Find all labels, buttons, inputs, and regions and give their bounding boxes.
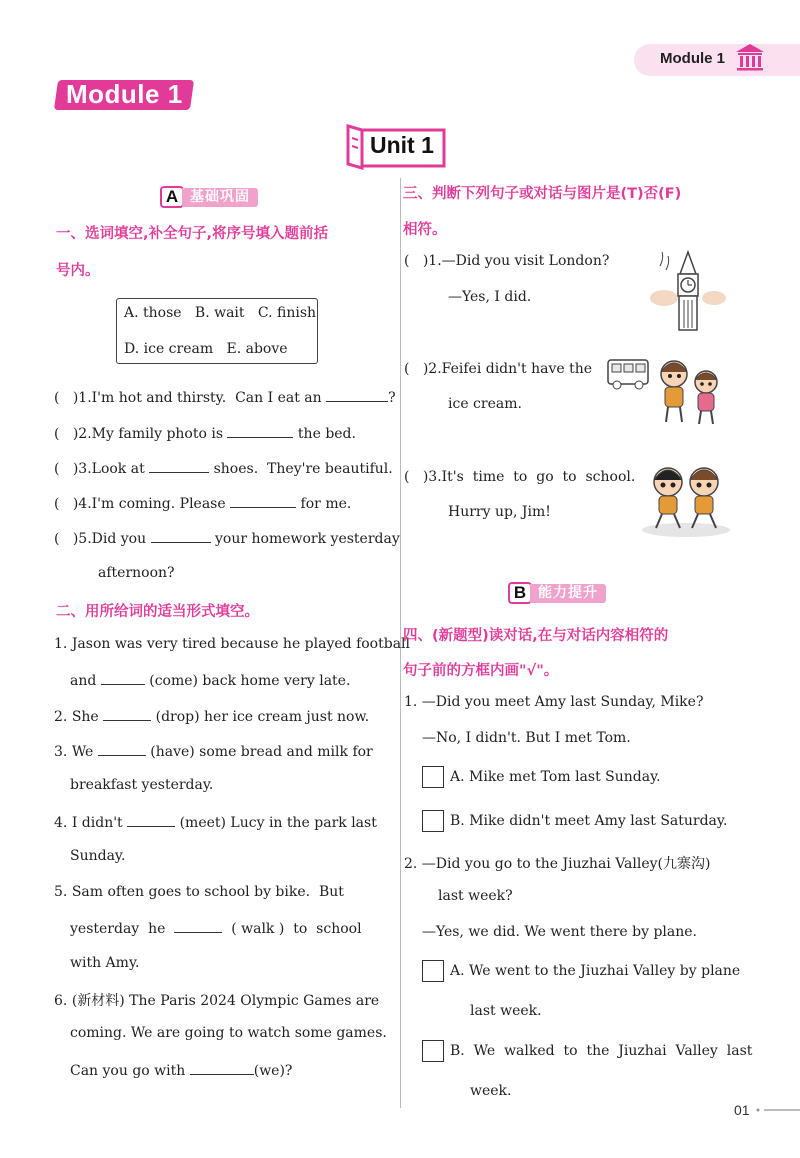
q1-line1: 1. —Did you meet Amy last Sunday, Mike? [404, 694, 704, 710]
answer-blank[interactable] [190, 1061, 254, 1075]
item-text: It's time to go to school. [441, 469, 636, 485]
part1-heading-line1: 一、选词填空,补全句子,将序号填入题前括 [56, 226, 329, 242]
building-icon [734, 42, 766, 72]
q1-line2: —No, I didn't. But I met Tom. [422, 730, 631, 746]
list-item-line: breakfast yesterday. [70, 777, 214, 793]
item-text: and [70, 673, 101, 689]
item-text: (we)? [253, 1063, 293, 1079]
q2-option-a-line1: A. We went to the Jiuzhai Valley by plane [450, 963, 741, 979]
part1-heading-line2: 号内。 [56, 263, 100, 279]
section-b-letter: B [508, 582, 532, 604]
item-number: 5. [78, 531, 92, 547]
section-a-letter: A [160, 186, 184, 208]
answer-paren[interactable]: ( ) [404, 253, 429, 269]
item-text: ? [388, 390, 396, 406]
section-b-title: 能力提升 [530, 584, 606, 603]
list-item [54, 494, 351, 512]
q2-option-a-line2: last week. [470, 1003, 542, 1019]
section-a-title: 基础巩固 [182, 188, 258, 207]
item-number: 3. [54, 744, 68, 760]
item-text: I'm coming. Please [91, 496, 231, 512]
list-item-line: coming. We are going to watch some games. [70, 1025, 387, 1041]
list-item [54, 424, 356, 442]
part3-heading-line1: 三、判断下列句子或对话与图片是(T)否(F) [403, 186, 682, 202]
word-options-line1: A. those B. wait C. finish [124, 305, 317, 321]
checkbox[interactable] [422, 1040, 444, 1062]
item-text: (drop) her ice cream just now. [151, 709, 370, 725]
list-item-line: Sunday. [70, 848, 126, 864]
item-text: yesterday he [70, 921, 175, 937]
item-text: shoes. They're beautiful. [209, 461, 393, 477]
item-text: I didn't [71, 815, 128, 831]
item-text: Did you [91, 531, 151, 547]
list-item [54, 529, 400, 547]
item-number: 5. [54, 884, 68, 900]
answer-blank[interactable] [227, 424, 293, 438]
answer-paren[interactable]: ( ) [404, 469, 429, 485]
unit-title: Unit 1 [370, 132, 434, 158]
item-number: 2. [54, 709, 68, 725]
item-number: 2. [428, 361, 442, 377]
part4-heading-line2: 句子前的方框内画"√"。 [403, 663, 559, 679]
checkbox[interactable] [422, 810, 444, 832]
item-text: ( walk ) to school [222, 921, 362, 937]
answer-blank[interactable] [127, 813, 175, 827]
item-text: Look at [91, 461, 150, 477]
answer-blank[interactable] [174, 919, 222, 933]
answer-paren[interactable]: ( ) [54, 496, 79, 512]
item-text: Sam often goes to school by bike. But [71, 884, 344, 900]
answer-paren[interactable]: ( ) [54, 531, 79, 547]
item-text: —Did you visit London? [441, 253, 610, 269]
item-text: My family photo is [91, 426, 228, 442]
list-item [54, 813, 377, 831]
item-text: (come) back home very late. [144, 673, 351, 689]
answer-blank[interactable] [149, 459, 209, 473]
list-item [404, 253, 609, 269]
list-item [404, 469, 635, 485]
part4-heading-line1: 四、(新题型)读对话,在与对话内容相符的 [403, 628, 669, 644]
list-item-line: ice cream. [448, 396, 522, 412]
page-number-decoration [756, 1108, 800, 1112]
item-text: She [71, 709, 104, 725]
module-title: Module 1 [66, 79, 183, 109]
item-text: I'm hot and thirsty. Can I eat an [91, 390, 327, 406]
part3-heading-line2: 相符。 [403, 222, 447, 238]
answer-paren[interactable]: ( ) [404, 361, 429, 377]
list-item [54, 884, 344, 900]
checkbox[interactable] [422, 960, 444, 982]
item-number: 1. [78, 390, 92, 406]
list-item [54, 636, 410, 652]
item-number: 4. [54, 815, 68, 831]
item-number: 3. [78, 461, 92, 477]
list-item [54, 707, 369, 725]
answer-blank[interactable] [230, 494, 296, 508]
item-text: We [71, 744, 98, 760]
list-item [54, 742, 373, 760]
item-text: Feifei didn't have the [441, 361, 593, 377]
answer-paren[interactable]: ( ) [54, 461, 79, 477]
item-continuation: afternoon? [98, 565, 175, 581]
item-text: the bed. [293, 426, 356, 442]
list-item [54, 459, 393, 477]
checkbox[interactable] [422, 766, 444, 788]
item-text: Can you go with [70, 1063, 190, 1079]
word-options-line2: D. ice cream E. above [124, 341, 288, 357]
list-item-line: —Yes, I did. [448, 289, 532, 305]
list-item [54, 388, 396, 406]
q2-line1: 2. —Did you go to the Jiuzhai Valley(九寨沟) [404, 856, 711, 872]
list-item-line: with Amy. [70, 955, 140, 971]
list-item [54, 990, 379, 1010]
item-text: for me. [296, 496, 352, 512]
q1-option-a: A. Mike met Tom last Sunday. [450, 769, 661, 785]
answer-blank[interactable] [326, 388, 388, 402]
item-number: 1. [428, 253, 442, 269]
item-number: 3. [428, 469, 442, 485]
list-item-line [70, 1061, 292, 1079]
item-number: 6. [54, 993, 68, 1009]
item-text: Jason was very tired because he played football [71, 636, 410, 652]
children-running-picture [640, 458, 732, 538]
answer-blank[interactable] [98, 742, 146, 756]
list-item-line: Hurry up, Jim! [448, 504, 551, 520]
page-number: 01 [734, 1102, 750, 1118]
answer-paren[interactable]: ( ) [54, 426, 79, 442]
q1-option-b: B. Mike didn't meet Amy last Saturday. [450, 813, 728, 829]
q2-option-b-line1: B. We walked to the Jiuzhai Valley last [450, 1043, 753, 1059]
big-ben-picture [648, 248, 728, 334]
answer-blank[interactable] [103, 707, 151, 721]
list-item-line [70, 671, 350, 689]
item-number: 2. [78, 426, 92, 442]
children-bus-picture [602, 352, 730, 430]
part2-heading: 二、用所给词的适当形式填空。 [56, 604, 259, 620]
answer-blank[interactable] [151, 529, 211, 543]
item-text: (have) some bread and milk for [145, 744, 373, 760]
item-text: (新材料) The Paris 2024 Olympic Games are [71, 993, 380, 1009]
answer-blank[interactable] [101, 671, 145, 685]
answer-paren[interactable]: ( ) [54, 390, 79, 406]
list-item-line [70, 919, 362, 937]
header-module-label: Module 1 [660, 50, 726, 67]
q2-line3: —Yes, we did. We went there by plane. [422, 924, 697, 940]
item-text: (meet) Lucy in the park last [175, 815, 377, 831]
item-text: your homework yesterday [210, 531, 400, 547]
q2-option-b-line2: week. [470, 1083, 512, 1099]
q2-line2: last week? [438, 888, 513, 904]
list-item [404, 361, 592, 377]
item-number: 4. [78, 496, 92, 512]
item-number: 1. [54, 636, 68, 652]
